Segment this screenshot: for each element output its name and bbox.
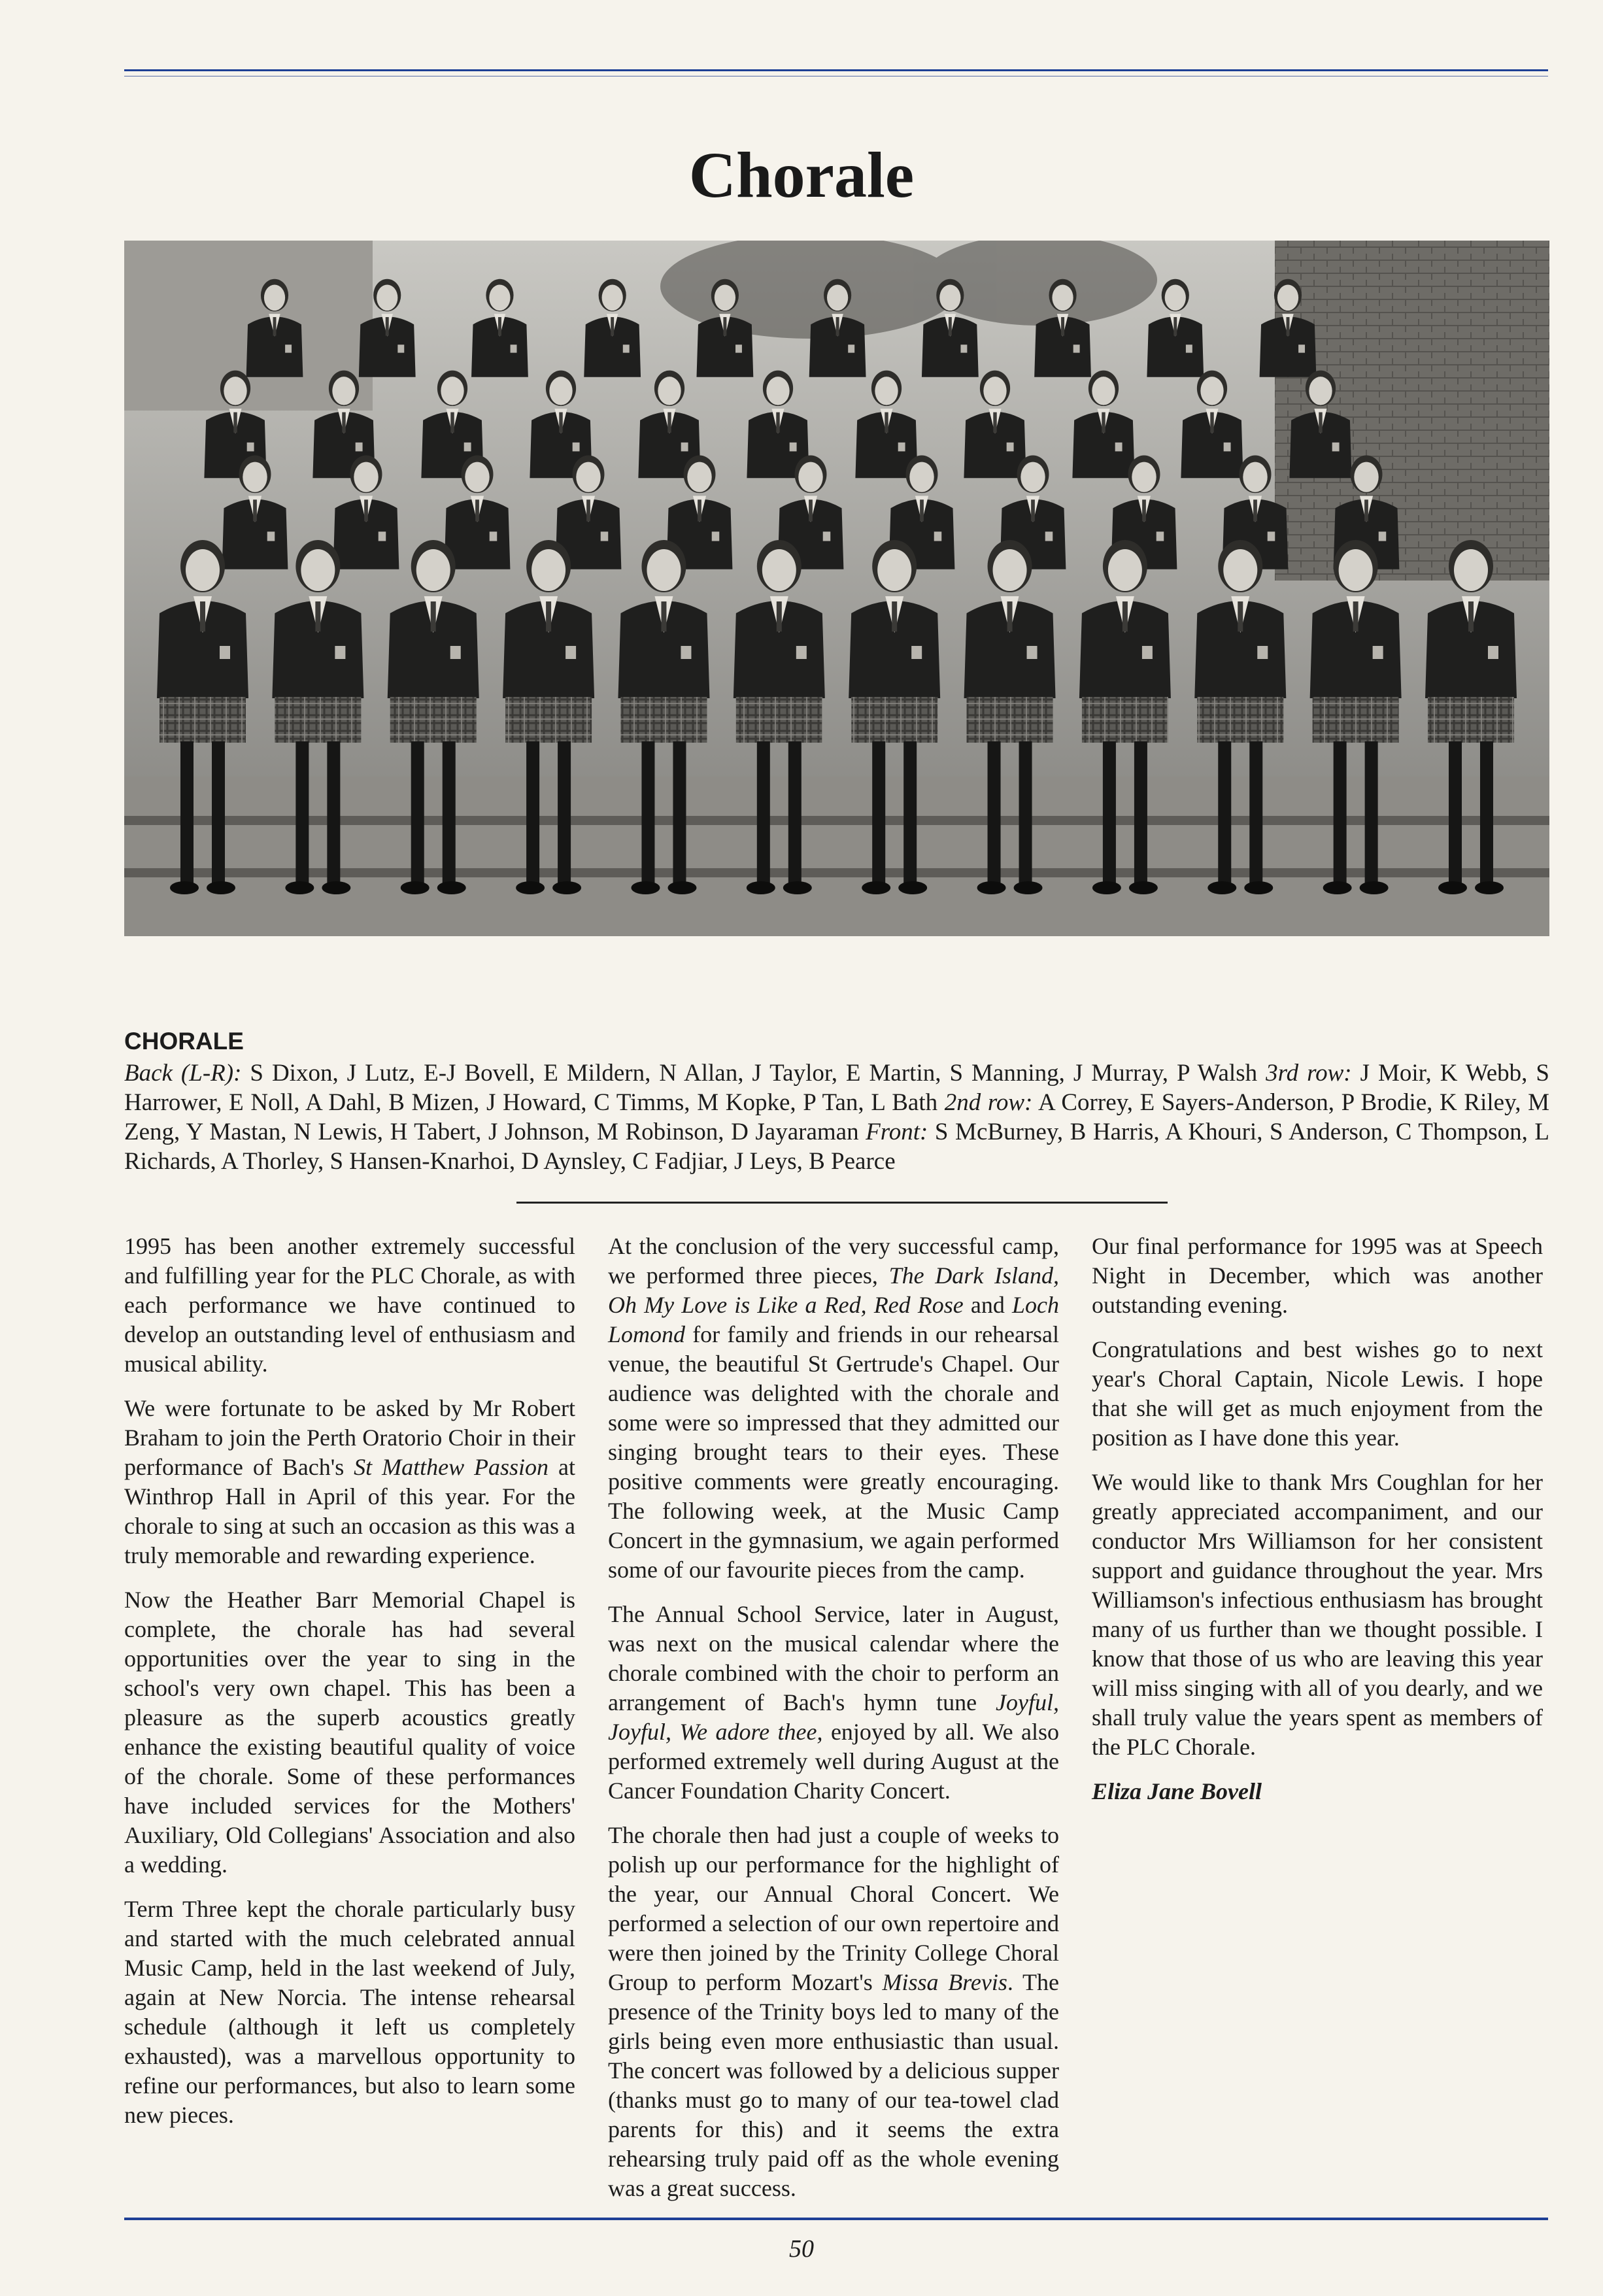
work-title: Joyful, Joyful, We adore thee, (608, 1689, 1059, 1745)
photo-caption (124, 1026, 1549, 1176)
article-paragraph (124, 1394, 575, 1570)
group-photo (124, 241, 1549, 936)
caption-front-names: S McBurney, B Harris, A Khouri, S Anderson, C Thompson, L Richards, A Thorley, S Hansen-Knarhoi, D Aynsley, C Fadjiar, J Leys, B Pearce (124, 1119, 1549, 1175)
article-column-1 (124, 1232, 575, 2145)
article-paragraph: 1995 has been another extremely successful and fulfilling year for the PLC Chorale, as with each performance we have continued to develop an outstanding level of enthusiasm and musical ability. (124, 1233, 575, 1377)
article-paragraph (608, 1821, 1059, 2203)
text-run: at Winthrop Hall in April of this year. For the chorale to sing at such an occasion as this was a truly memorable and rewarding experience. (124, 1454, 575, 1568)
text-run: and (963, 1292, 1012, 1318)
section-divider (516, 1202, 1168, 1204)
caption-front-label: Front: (866, 1119, 928, 1145)
text-run: for family and friends in our rehearsal venue, the beautiful St Gertrude's Chapel. Our audience was delighted with the chorale and some were so impressed that they admitted our singing brought tears to their eyes. These positive comments were greatly encouraging. The following week, at the Music Camp Concert in the gymnasium, we again performed some of our favourite pieces from the camp. (608, 1321, 1059, 1583)
page-number: 50 (789, 2235, 814, 2263)
text-run: At the conclusion of the very successful camp, we performed three pieces, (608, 1233, 1059, 1289)
article-paragraph: We would like to thank Mrs Coughlan for her greatly appreciated accompaniment, and our conductor Mrs Williamson for her consistent support and guidance throughout the year. Mrs Williamson's infectious enthusiasm has brought many of us further than we thought possible. I know that those of us who are leaving this year will miss singing with all of you dearly, and we shall truly value the years spent as members of the PLC Chorale. (1092, 1469, 1543, 1760)
work-title: Missa Brevis (882, 1969, 1007, 1995)
caption-row3-label: 3rd row: (1266, 1060, 1352, 1087)
article-paragraph: Our final performance for 1995 was at Speech Night in December, which was another outstanding evening. (1092, 1233, 1543, 1318)
caption-names (124, 1058, 1549, 1176)
page-title: Chorale (688, 139, 915, 211)
article-column-3 (1092, 1232, 1543, 1821)
work-title: St Matthew Passion (354, 1454, 549, 1480)
caption-row3-names: J Moir, K Webb, S Harrower, E Noll, A Dahl, B Mizen, J Howard, C Timms, M Kopke, P Tan, L Bath (124, 1060, 1549, 1116)
work-title: Loch Lomond (608, 1292, 1059, 1347)
top-rule (124, 69, 1548, 76)
text-run: The chorale then had just a couple of weeks to polish up our performance for the highlight of the year, our Annual Choral Concert. We performed a selection of our own repertoire and were then joined by the Trinity College Choral Group to perform Mozart's (608, 1822, 1059, 1995)
article-paragraph: Term Three kept the chorale particularly busy and started with the much celebrated annual Music Camp, held in the last weekend of July, again at New Norcia. The intense rehearsal schedule (although it left us completely exhausted), was a marvellous opportunity to refine our performances, but also to learn some new pieces. (124, 1896, 575, 2128)
text-run: The Annual School Service, later in August, was next on the musical calendar where the chorale combined with the choir to perform an arrangement of Bach's hymn tune (608, 1601, 1059, 1715)
group-photo-icon (124, 241, 1549, 936)
caption-row2-label: 2nd row: (944, 1089, 1033, 1116)
caption-back-label: Back (L-R): (124, 1060, 242, 1087)
bottom-rule (124, 2218, 1548, 2220)
article-paragraph (608, 1232, 1059, 1585)
work-title: The Dark Island, Oh My Love is Like a Red, Red Rose (608, 1262, 1059, 1318)
article-paragraph: Now the Heather Barr Memorial Chapel is complete, the chorale has had several opportunities over the year to sing in the school's very own chapel. This has been a pleasure as the superb acoustics greatly enhance the existing beautiful quality of voice of the chorale. Some of these performances have included services for the Mothers' Auxiliary, Old Collegians' Association and also a wedding. (124, 1587, 575, 1878)
caption-row2-names: A Correy, E Sayers-Anderson, P Brodie, K Riley, M Zeng, Y Mastan, N Lewis, H Tabert, J Johnson, M Robinson, D Jayaraman (124, 1089, 1549, 1145)
text-run: . The presence of the Trinity boys led to many of the girls being even more enthusiastic than usual. The concert was followed by a delicious supper (thanks must go to many of our tea-towel clad parents for this) and it seems the extra rehearsing truly paid off as the whole evening was a great success. (608, 1969, 1059, 2201)
caption-heading: CHORALE (124, 1028, 244, 1055)
article-paragraph: Congratulations and best wishes go to next year's Choral Captain, Nicole Lewis. I hope that she will get as much enjoyment from the position as I have done this year. (1092, 1336, 1543, 1451)
text-run: enjoyed by all. We also performed extremely well during August at the Cancer Foundation Charity Concert. (608, 1719, 1059, 1804)
article-paragraph (608, 1600, 1059, 1806)
article-column-2 (608, 1232, 1059, 2218)
caption-back-names: S Dixon, J Lutz, E-J Bovell, E Mildern, N Allan, J Taylor, E Martin, S Manning, J Murray, P Walsh (241, 1060, 1266, 1087)
text-run: We were fortunate to be asked by Mr Robert Braham to join the Perth Oratorio Choir in their performance of Bach's (124, 1395, 575, 1480)
author-signature: Eliza Jane Bovell (1092, 1778, 1262, 1804)
